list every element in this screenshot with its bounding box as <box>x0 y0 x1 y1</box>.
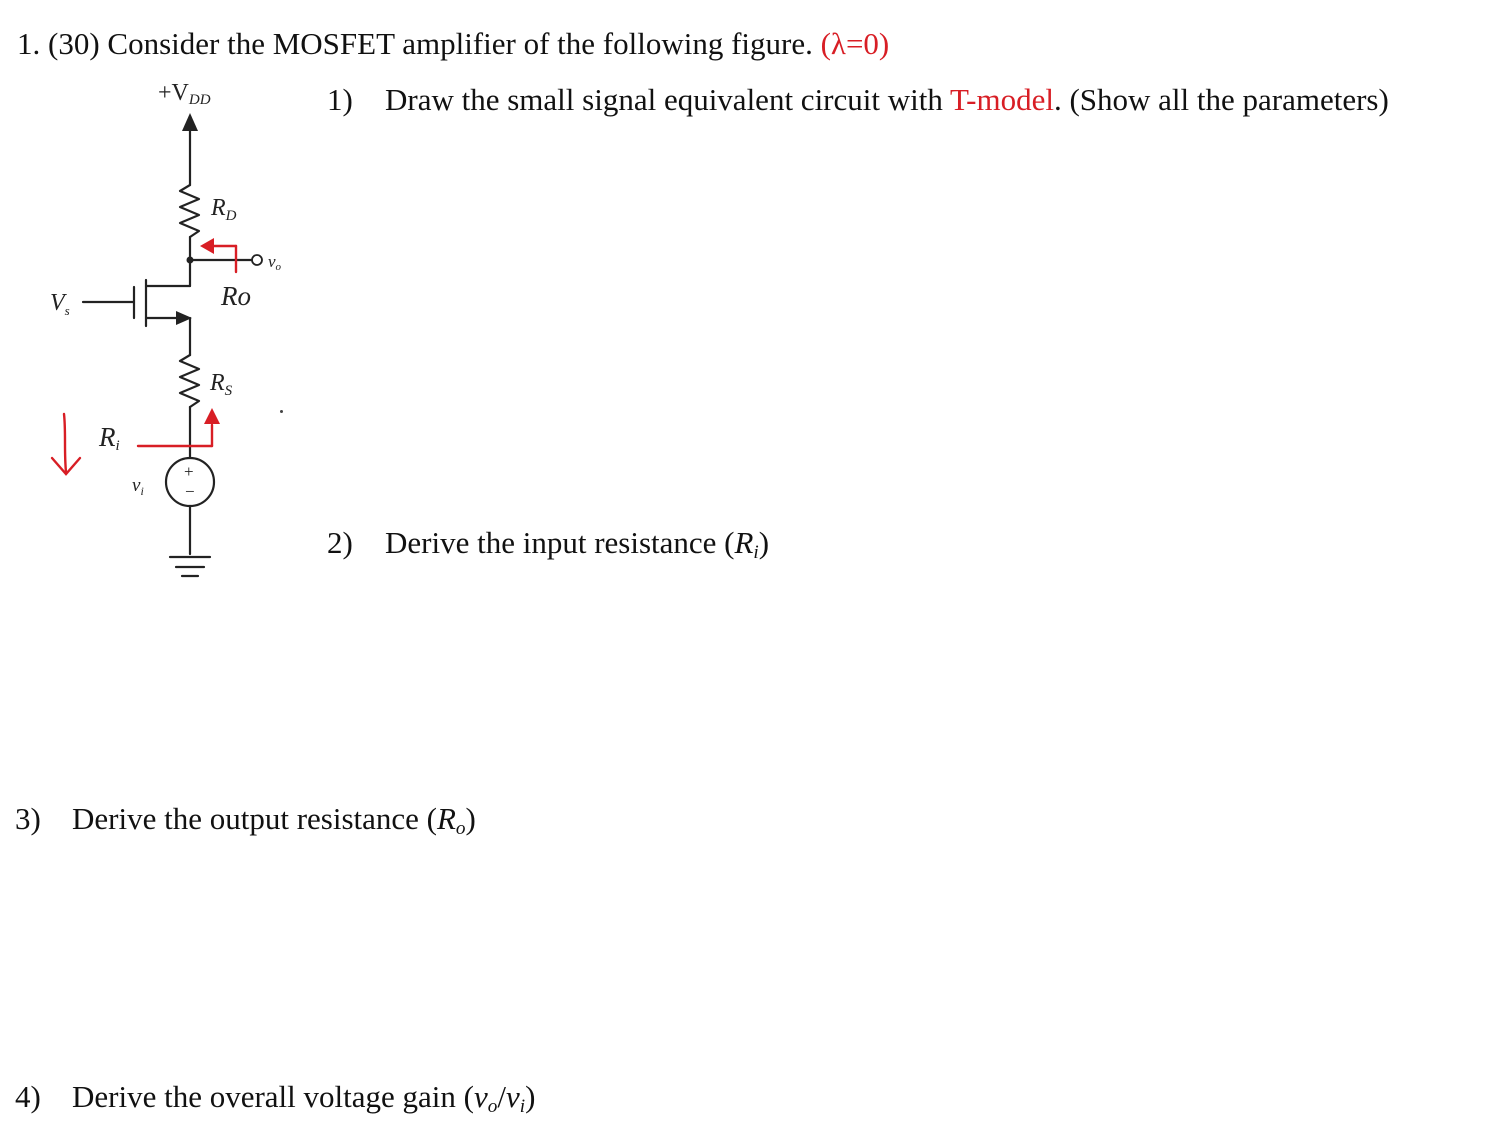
vdd-arrow-icon <box>182 113 198 131</box>
question-4-close: ) <box>525 1079 536 1114</box>
problem-number: 1. (30) <box>17 26 100 61</box>
question-2-var: R <box>734 525 754 560</box>
question-1-number: 1) <box>327 82 353 117</box>
stray-dot <box>280 410 283 413</box>
question-3-sub: o <box>455 817 466 839</box>
question-1-text: Draw the small signal equivalent circuit with <box>385 82 951 117</box>
question-4-text: Derive the overall voltage gain ( <box>72 1079 474 1114</box>
rs-label: $R_S$ <box>210 370 233 399</box>
question-2 <box>327 525 770 563</box>
question-4-var-vo: v <box>473 1079 488 1114</box>
question-4-sub-o: o <box>487 1095 498 1117</box>
output-terminal <box>252 255 262 265</box>
vo-label: vo <box>268 252 282 273</box>
rd-label: $R_D$ <box>211 195 237 224</box>
ri-arrow-head-icon <box>204 408 220 424</box>
mosfet-amplifier-circuit <box>0 70 320 600</box>
question-4-slash: / <box>497 1079 506 1114</box>
question-3-var: R <box>436 801 456 836</box>
t-model-highlight: T-model <box>950 82 1054 117</box>
question-3-number: 3) <box>15 801 41 836</box>
question-3-text: Derive the output resistance ( <box>72 801 437 836</box>
ro-label: Ro <box>221 281 251 311</box>
question-4 <box>15 1079 536 1117</box>
ro-arrow-head-icon <box>200 238 214 254</box>
vi-label: $v_i$ <box>132 475 144 498</box>
question-4-var-vi: v <box>505 1079 520 1114</box>
problem-statement: Consider the MOSFET amplifier of the following figure. <box>107 26 813 61</box>
question-2-number: 2) <box>327 525 353 560</box>
problem-header <box>17 28 889 59</box>
ri-label: Ri <box>99 422 120 454</box>
question-2-sub: i <box>753 541 759 563</box>
source-plus: + <box>184 462 194 481</box>
gate-label: $V_s$ <box>50 290 70 318</box>
question-4-sub-i: i <box>519 1095 526 1117</box>
rd-resistor <box>180 185 199 237</box>
vdd-label: +VDD <box>158 80 211 108</box>
question-1-text-after: . (Show all the parameters) <box>1053 82 1389 117</box>
question-1 <box>327 84 1389 115</box>
source-minus: − <box>185 482 195 501</box>
question-3-close: ) <box>465 801 476 836</box>
output-node-dot <box>187 257 194 264</box>
question-3 <box>15 801 476 839</box>
rs-resistor <box>180 355 199 407</box>
question-4-number: 4) <box>15 1079 41 1114</box>
lambda-condition: (λ=0) <box>820 26 890 61</box>
ri-hand-arrow <box>64 414 66 472</box>
question-2-close: ) <box>758 525 770 560</box>
question-2-text: Derive the input resistance ( <box>385 525 735 560</box>
